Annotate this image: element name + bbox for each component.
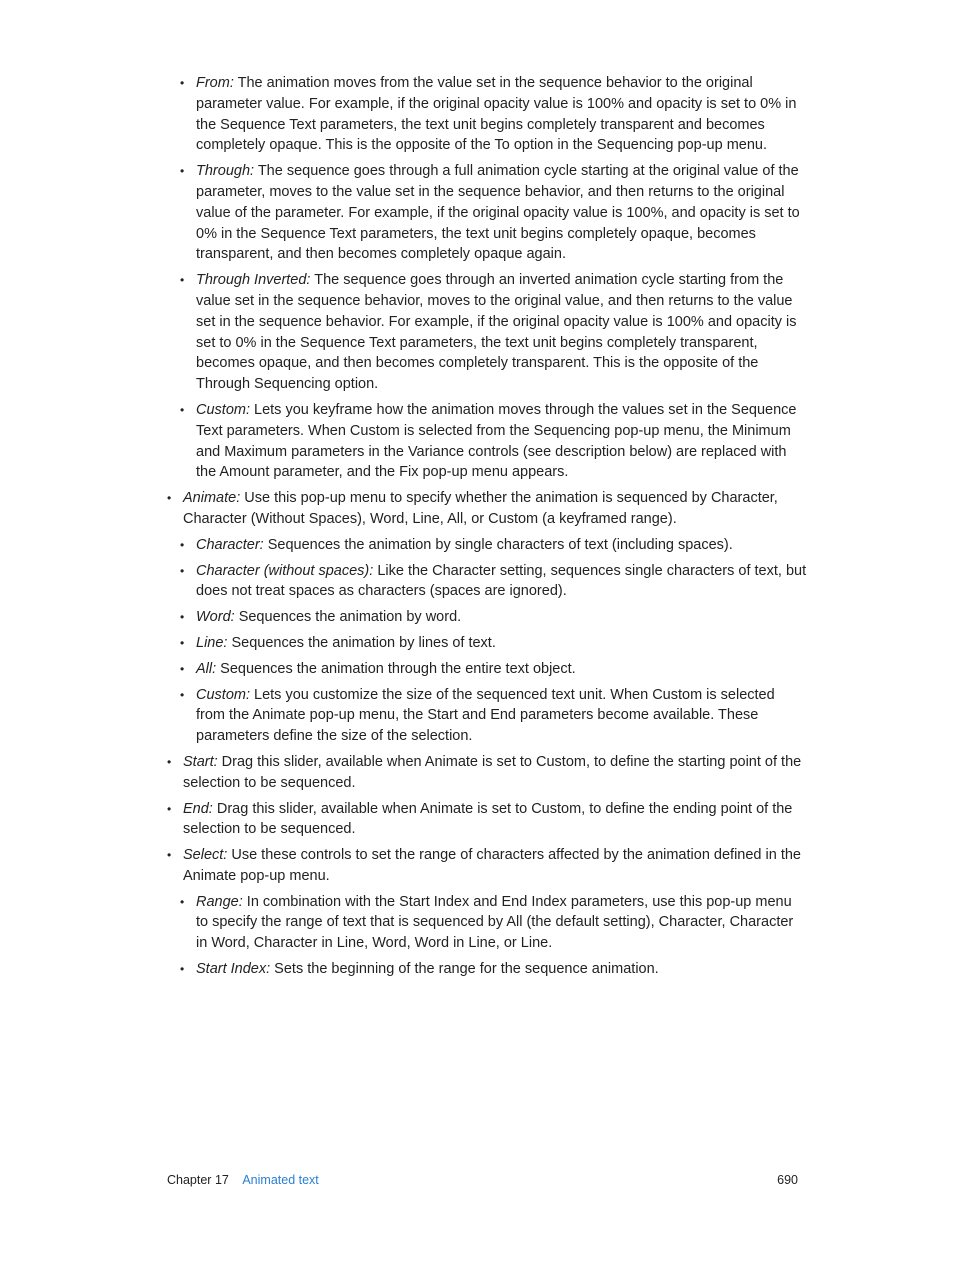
list-item-text <box>196 959 807 980</box>
list-item-text <box>196 892 807 954</box>
list-item <box>167 535 807 556</box>
bullet: • <box>180 537 185 552</box>
list-item-term: From: <box>196 75 234 91</box>
list-item-description: Drag this slider, available when Animate is set to Custom, to define the starting point of the selection to be sequenced. <box>183 753 802 791</box>
list-item-description: Like the Character setting, sequences single characters of text, but does not treat spaces as characters (spaces are ignored). <box>196 562 807 600</box>
list-item-term: Character (without spaces): <box>196 562 374 579</box>
list-item-description: Use this pop-up menu to specify whether the animation is sequenced by Character, Character (Without Spaces), Word, Line, All, or Custom (a keyframed range). <box>183 490 778 527</box>
footer-chapter-link[interactable]: Animated text <box>242 1173 319 1187</box>
list-item <box>167 73 807 156</box>
bullet: • <box>167 801 172 816</box>
list-item-description: Sequences the animation through the entire text object. <box>216 660 576 677</box>
list-item-text <box>196 161 807 265</box>
document-body <box>167 73 807 985</box>
list-item-text <box>196 400 807 483</box>
list-item-term: Start: <box>183 753 218 770</box>
list-item <box>167 659 807 680</box>
list-item-description: Lets you keyframe how the animation moves through the values set in the Sequence Text parameters. When Custom is selected from the Sequencing pop-up menu, the Minimum and Maximum parameters in the Variance controls (see description below) are replaced with the Amount parameter, and the Fix pop-up menu appears. <box>196 401 797 481</box>
list-item-description: Sets the beginning of the range for the sequence animation. <box>270 961 659 978</box>
footer-chapter: Chapter 17 <box>167 1173 229 1187</box>
list-item <box>167 959 807 980</box>
list-item-description: Lets you customize the size of the sequenced text unit. When Custom is selected from the Animate pop-up menu, the Start and End parameters become available. These parameters define the size of the selection. <box>196 686 775 745</box>
list-item-text <box>196 73 807 156</box>
list-item-term: Word: <box>196 609 235 626</box>
bullet: • <box>180 76 185 90</box>
list-item-term: Through Inverted: <box>196 272 311 289</box>
list-item-text <box>196 270 807 395</box>
bullet: • <box>180 610 185 625</box>
list-item <box>167 799 807 841</box>
list-item <box>167 607 807 628</box>
list-item-description: The sequence goes through an inverted animation cycle starting from the value set in the sequence behavior, moves to the original value, and then returns to the value set in the sequence behavior. For example, if the original opacity value is 100% and opacity is set to 0% in the Sequence Text parameters, the text unit begins completely transparent, becomes opaque, and then becomes completely transparent. This is the opposite of the Through Sequencing option. <box>196 272 797 393</box>
bullet: • <box>167 848 172 863</box>
list-item-text <box>196 561 807 603</box>
bullet: • <box>180 402 185 417</box>
list-item <box>167 561 807 603</box>
list-item-text <box>196 659 807 680</box>
bullet: • <box>180 894 185 909</box>
bullet: • <box>167 754 172 769</box>
list-item <box>167 752 807 794</box>
list-item-term: Start Index: <box>196 961 271 978</box>
list-item-description: The sequence goes through a full animation cycle starting at the original value of the parameter, moves to the value set in the sequence behavior, and then returns to the original value of the parameter. For example, if the original opacity value is 100%, and opacity is set to 0% in the Sequence Text parameters, the text unit begins completely opaque, becomes transparent, and then becomes completely opaque again. <box>196 163 800 263</box>
list-item-text <box>196 633 807 654</box>
list-item-term: Through: <box>196 163 255 180</box>
bullet: • <box>180 661 185 676</box>
bullet: • <box>180 687 185 702</box>
bullet: • <box>180 635 185 650</box>
list-item-term: Range: <box>196 893 243 910</box>
bullet: • <box>180 563 185 578</box>
list-item-term: Custom: <box>196 686 250 703</box>
list-item-description: The animation moves from the value set in the sequence behavior to the original parameter value. For example, if the original opacity value is 100% and opacity is set to 0% in the Sequence Text parameters, the text unit begins completely transparent and becomes completely opaque. This is the opposite of the To option in the Sequencing pop-up menu. <box>196 75 797 154</box>
footer-page-number: 690 <box>777 1173 798 1187</box>
list-item <box>167 685 807 747</box>
list-item-term: Character: <box>196 536 264 553</box>
list-item-text <box>183 488 807 530</box>
list-item-description: Drag this slider, available when Animate is set to Custom, to define the ending point of the selection to be sequenced. <box>183 800 793 838</box>
list-item-term: End: <box>183 800 213 817</box>
list-item-term: Line: <box>196 634 228 651</box>
list-item-text <box>196 535 807 556</box>
page-footer <box>167 1173 798 1187</box>
list-item-description: Sequences the animation by word. <box>234 609 462 626</box>
list-item-description: In combination with the Start Index and End Index parameters, use this pop-up menu to specify the range of text that is sequenced by All (the default setting), Character, Character in Word, Character in Line, Word, Word in Line, or Line. <box>196 893 794 952</box>
list-item-term: All: <box>196 660 217 677</box>
list-item-text <box>183 845 807 887</box>
list-item-term: Animate: <box>183 490 241 507</box>
bullet: • <box>167 491 172 506</box>
list-item-text <box>196 685 807 747</box>
bullet: • <box>180 164 185 179</box>
list-item-text <box>183 752 807 794</box>
bullet: • <box>180 962 185 977</box>
list-item <box>167 845 807 887</box>
list-item-description: Sequences the animation by single characters of text (including spaces). <box>263 536 733 553</box>
list-item <box>167 488 807 530</box>
list-item-description: Use these controls to set the range of characters affected by the animation defined in the Animate pop-up menu. <box>183 847 801 884</box>
list-item <box>167 270 807 395</box>
list-item-term: Select: <box>183 847 228 864</box>
list-item <box>167 892 807 954</box>
list-item-term: Custom: <box>196 401 250 418</box>
list-item-text <box>183 799 807 841</box>
bullet: • <box>180 273 185 288</box>
list-item-description: Sequences the animation by lines of text. <box>227 634 496 651</box>
list-item-text <box>196 607 807 628</box>
list-item <box>167 633 807 654</box>
list-item <box>167 400 807 483</box>
list-item <box>167 161 807 265</box>
